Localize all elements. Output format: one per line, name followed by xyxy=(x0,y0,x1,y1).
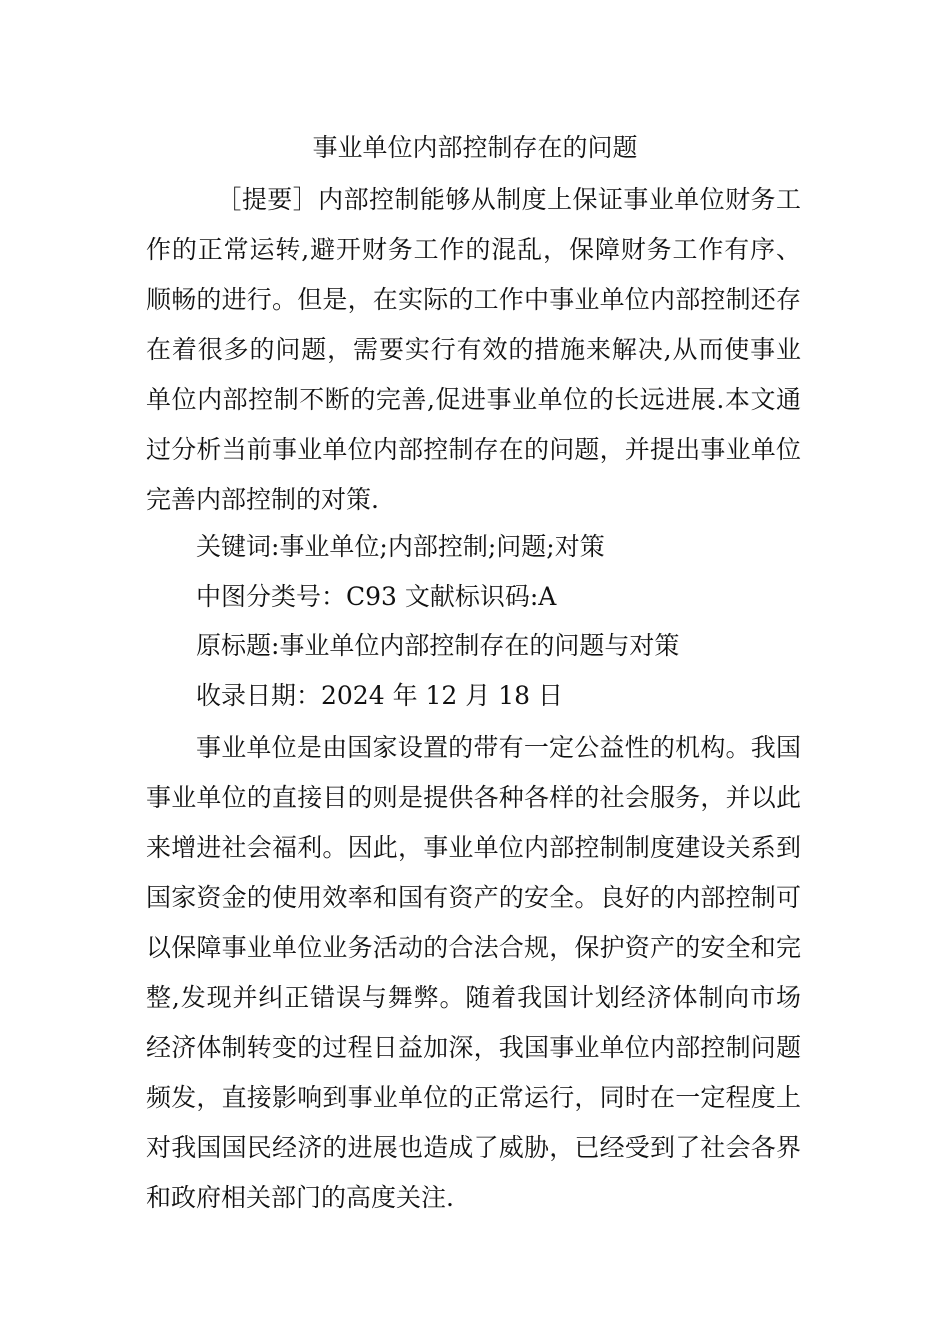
classification-line: 中图分类号：C93 文献标识码:A xyxy=(196,582,557,611)
body-paragraph: 事业单位是由国家设置的带有一定公益性的机构。我国事业单位的直接目的则是提供各种各样的社会服务，并以此来增进社会福利。因此，事业单位内部控制制度建设关系到国家资金的使用效率和国有资产的安全。良好的内部控制可以保障事业单位业务活动的合法合规，保护资产的安全和完整,发现并纠正错误与舞弊。随着我国计划经济体制向市场经济体制转变的过程日益加深，我国事业单位内部控制问题频发，直接影响到事业单位的正常运行，同时在一定程度上对我国国民经济的进展也造成了威胁，已经受到了社会各界和政府相关部门的高度关注. xyxy=(146,733,801,1212)
received-date-line: 收录日期：2024 年 12 月 18 日 xyxy=(196,681,563,710)
keywords-line: 关键词:事业单位;内部控制;问题;对策 xyxy=(196,532,605,561)
original-title-line: 原标题:事业单位内部控制存在的问题与对策 xyxy=(196,631,680,660)
document-title: 事业单位内部控制存在的问题 xyxy=(312,133,638,162)
abstract-paragraph xyxy=(146,175,801,525)
abstract-text: ［提要］内部控制能够从制度上保证事业单位财务工作的正常运转,避开财务工作的混乱，保障财务工作有序、顺畅的进行。但是，在实际的工作中事业单位内部控制还存在着很多的问题，需要实行有效的措施来解决,从而使事业单位内部控制不断的完善,促进事业单位的长远进展.本文通过分析当前事业单位内部控制存在的问题，并提出事业单位完善内部控制的对策. xyxy=(146,185,801,514)
